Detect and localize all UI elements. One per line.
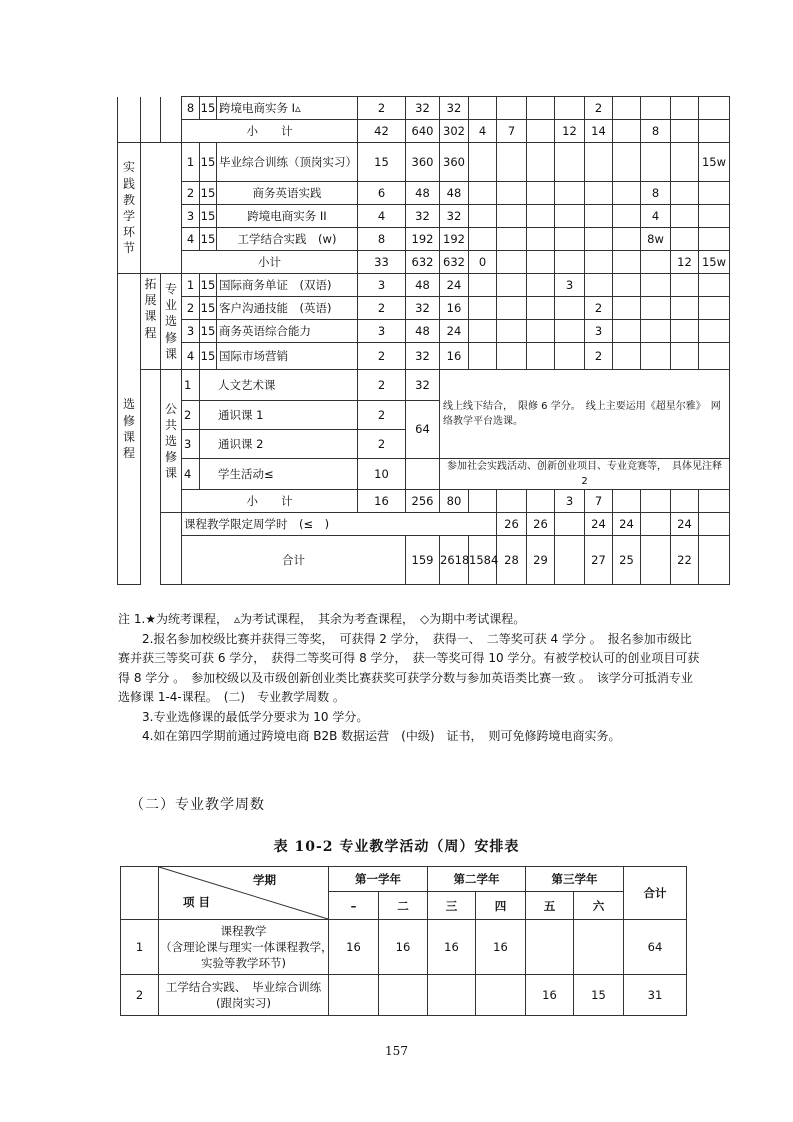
group-expand-label: 拓 展 课 程 <box>141 274 161 370</box>
table-row: 小 计 16 256 80 3 7 <box>118 490 730 513</box>
table-row: 8 15 跨境电商实务 Ⅰ▵ 2 32 32 2 <box>118 97 730 120</box>
group-elective-label: 选 修 课 程 <box>118 274 141 585</box>
teaching-weeks-table: 学期 项 目 第一学年 第二学年 第三学年 合计 – 二 三 四 五 六 1 课程教学 （含理论课与理实一体课程教学， 实验等教学环节) 16 16 16 16 64 2 工学结合实践、 毕业综合训练 (跟岗实习) 16 15 31 <box>120 866 687 1016</box>
table-caption: 表 10-2 专业教学活动（周）安排表 <box>273 839 520 855</box>
section-heading: （二）专业教学周数 <box>130 797 265 813</box>
group-public-elective-label: 公 共 选 修 课 <box>161 370 182 513</box>
table-row: 合计 159 2618 1584 28 29 27 25 22 <box>118 536 730 585</box>
group-practice-label: 实 践 教 学 环 节 <box>118 143 141 274</box>
note-2: 2.报名参加校级比赛并获得三等奖， 可获得 2 学分， 获得一、 二等奖可获 4 学分 。 报名参加市级比赛并获三等奖可获 6 学分， 获得二等奖可得 8 学分， 获一等奖可得 10 学分。有被学校认可的创业项目可获得 8 学分 。 参加校级以及市级创新创业类比赛获奖可获学分数与参加英语类比赛一致 。 该学分可抵消专业选修课 1-4-课程。 (二) 专业教学周数 。 <box>118 631 700 704</box>
table-row: 课程教学限定周学时 (≤ ) 26 26 24 24 24 <box>118 513 730 536</box>
table-row: 3 通识课 2 2 <box>118 430 730 459</box>
table-row: 2 15 客户沟通技能 (英语) 2 32 16 2 <box>118 297 730 320</box>
table-row: 2 工学结合实践、 毕业综合训练 (跟岗实习) 16 15 31 <box>121 975 687 1016</box>
table-row: 实 践 教 学 环 节 1 15 毕业综合训练（顶岗实习） 15 360 360 15w <box>118 143 730 182</box>
table-row: 4 学生活动≤ 10 参加社会实践活动、创新创业项目、专业竞赛等， 具体见注释 2 <box>118 459 730 490</box>
table-row: 小计 33 632 632 0 12 15w <box>118 251 730 274</box>
table-row: 3 15 跨境电商实务 II 4 32 32 4 <box>118 205 730 228</box>
group-major-elective-label: 专 业 选 修 课 <box>161 274 182 370</box>
table-row: 2 15 商务英语实践 6 48 48 8 <box>118 182 730 205</box>
table-row: 4 15 国际市场营销 2 32 16 2 <box>118 343 730 370</box>
table-row: 1 课程教学 （含理论课与理实一体课程教学， 实验等教学环节) 16 16 16 16 64 <box>121 920 687 975</box>
table-row: 4 15 工学结合实践 (w) 8 192 192 8w <box>118 228 730 251</box>
note-1: 注 1.★为统考课程， ▵为考试课程， 其余为考查课程， ◇为期中考试课程。 <box>118 612 526 626</box>
page-number: 157 <box>385 1044 408 1058</box>
table-row: 3 15 商务英语综合能力 3 48 24 3 <box>118 320 730 343</box>
note-3: 3.专业选修课的最低学分要求为 10 学分。 <box>142 709 369 724</box>
table-row: 选 修 课 程 拓 展 课 程 专 业 选 修 课 1 15 国际商务单证 (双语) 3 48 24 3 <box>118 274 730 297</box>
curriculum-table <box>117 96 730 585</box>
table-row: 小 计 42 640 302 4 7 12 14 8 <box>118 120 730 143</box>
table-row: 2 通识课 1 2 64 <box>118 401 730 430</box>
header-diagonal-cell: 学期 项 目 <box>159 867 329 920</box>
table-row: 公 共 选 修 课 1 人文艺术课 2 32 线上线下结合， 限修 6 学分。 线上主要运用《超星尔雅》 网络教学平台选课。 <box>118 370 730 401</box>
note-4: 4.如在第四学期前通过跨境电商 B2B 数据运营 (中级) 证书， 则可免修跨境电商实务。 <box>142 729 621 743</box>
notes <box>118 610 703 747</box>
